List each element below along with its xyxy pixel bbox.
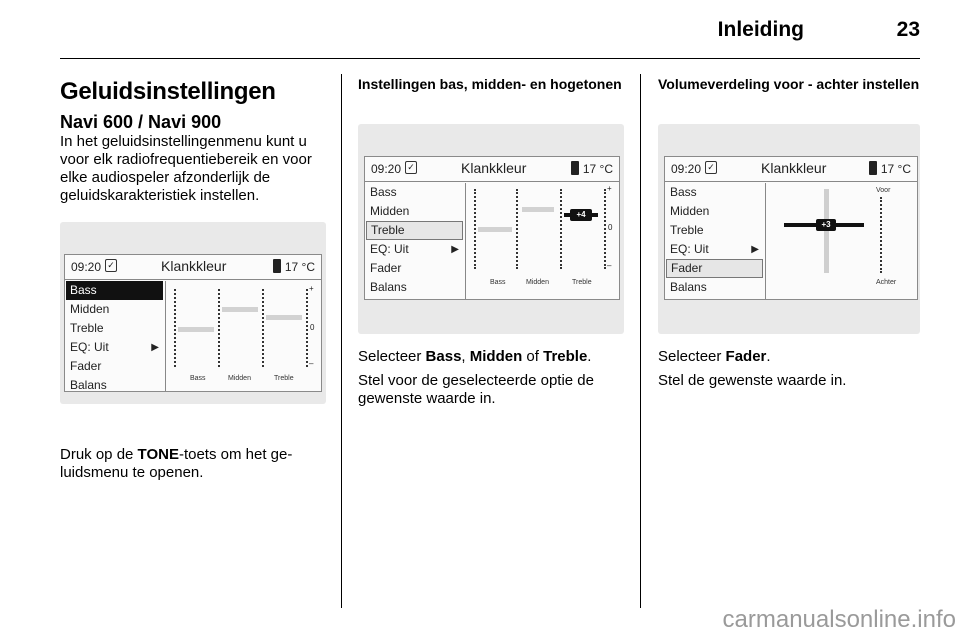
eq-mark-zero: 0: [310, 323, 315, 332]
instruction-post: -toets om het geluidsmenu te openen.: [60, 446, 293, 481]
menu-item-fader[interactable]: Fader: [370, 261, 402, 275]
menu-item-fader[interactable]: Fader: [666, 259, 763, 278]
fader-value-badge: +3: [816, 219, 836, 231]
eq-set-text: Stel voor de geselecteerde optie de gewenste waarde in.: [358, 372, 594, 407]
instruction-block: [60, 446, 326, 482]
menu-item-eq-label: EQ: Uit: [670, 242, 709, 256]
eq-track-bass[interactable]: [218, 289, 224, 367]
fader-instructions: [658, 348, 924, 390]
screen-title: Klankkleur: [461, 160, 527, 176]
fader-rear-label: Achter: [876, 279, 897, 286]
menu-item-midden[interactable]: Midden: [70, 302, 110, 316]
column-3: [658, 72, 924, 92]
fader-front-label: Voor: [876, 187, 891, 194]
column-2: [358, 72, 624, 92]
eq-track-bass[interactable]: [516, 189, 522, 269]
eq-mark-plus: +: [607, 184, 612, 193]
menu-item-balans[interactable]: Balans: [670, 280, 707, 294]
eq-label-bass: Bass: [190, 375, 206, 382]
column-1: [60, 72, 326, 205]
figure-sound-menu: [60, 222, 326, 404]
check-icon: ✓: [105, 259, 117, 272]
menu-item-treble[interactable]: Treble: [366, 221, 463, 240]
menu-item-bass[interactable]: Bass: [370, 185, 397, 199]
eq-panel: [166, 281, 321, 391]
screen-status-bar: [665, 157, 917, 182]
eq-track-midden[interactable]: [560, 189, 566, 269]
fader-set-text: Stel de gewenste waarde in.: [658, 372, 847, 389]
menu-item-balans[interactable]: Balans: [370, 280, 407, 294]
select-treble: Treble: [543, 348, 588, 365]
eq-mark-minus: –: [607, 261, 612, 270]
menu-item-fader[interactable]: Fader: [70, 359, 102, 373]
column-divider-1: [341, 74, 342, 608]
figure-treble-setting: [358, 124, 624, 334]
fader-vertical-bar: [824, 189, 829, 273]
select-pre: Selecteer: [358, 348, 426, 365]
figure-fader-setting: [658, 124, 920, 334]
fader-select-text: [658, 348, 924, 366]
header-rule: [60, 58, 920, 59]
menu-item-balans[interactable]: Balans: [70, 378, 107, 392]
menu-item-midden[interactable]: Midden: [370, 204, 410, 218]
eq-bar-bass: [478, 227, 512, 232]
eq-bar-midden: [522, 207, 554, 212]
eq-panel: [466, 183, 619, 299]
check-icon: ✓: [405, 161, 417, 174]
screen-temperature: 17 °C: [880, 162, 911, 176]
select-of: of: [522, 348, 544, 365]
screen-menu: [665, 183, 766, 299]
screen-2: [364, 156, 620, 300]
screen-time: 09:20: [671, 162, 702, 176]
arrow-right-icon: ▶: [751, 244, 759, 255]
select-bass: Bass: [425, 348, 462, 365]
eq-label-treble: Treble: [572, 279, 592, 286]
intro-text: In het geluidsinstellingenmenu kunt u voor elk radiofrequentiebereik en voor elke audiospeler afzonderlijk de geluidskarakteristiek instellen.: [60, 133, 312, 204]
select-fader: Fader: [725, 348, 767, 365]
eq-bar-treble: [266, 315, 302, 320]
eq-label-bass: Bass: [490, 279, 506, 286]
select-comma: ,: [461, 348, 470, 365]
page-header: [0, 18, 920, 48]
screen-menu: [65, 281, 166, 391]
thermometer-icon: [869, 161, 877, 175]
screen-time: 09:20: [71, 260, 102, 274]
menu-item-bass[interactable]: Bass: [670, 185, 697, 199]
chapter-title: Inleiding: [717, 18, 804, 41]
eq-label-midden: Midden: [228, 375, 251, 382]
eq-label-treble: Treble: [274, 375, 294, 382]
select-end: .: [587, 348, 592, 365]
menu-item-eq[interactable]: [66, 338, 163, 357]
menu-item-treble[interactable]: Treble: [70, 321, 104, 335]
eq-mark-plus: +: [309, 284, 314, 293]
screen-temperature: 17 °C: [284, 260, 315, 274]
heading-fader: Volumeverdeling voor - achter instellen: [658, 76, 920, 92]
select-end: .: [766, 348, 771, 365]
sub-title: Navi 600 / Navi 900: [60, 112, 222, 132]
eq-track-midden[interactable]: [262, 289, 268, 367]
eq-bar-bass: [178, 327, 214, 332]
menu-item-eq-label: EQ: Uit: [370, 242, 409, 256]
screen-3: [664, 156, 918, 300]
eq-label-midden: Midden: [526, 279, 549, 286]
screen-time: 09:20: [371, 162, 402, 176]
treble-value-badge: +4: [570, 209, 592, 221]
screen-title: Klankkleur: [761, 160, 827, 176]
heading-eq: Instellingen bas, midden- en hogetonen: [358, 76, 622, 92]
select-midden: Midden: [469, 348, 523, 365]
watermark: carmanualsonline.info: [722, 606, 956, 633]
eq-bar-midden: [222, 307, 258, 312]
eq-select-text: [358, 348, 624, 366]
thermometer-icon: [273, 259, 281, 273]
instruction-text: [60, 446, 326, 482]
screen-status-bar: [365, 157, 619, 182]
screen-status-bar: [65, 255, 321, 280]
menu-item-midden[interactable]: Midden: [670, 204, 710, 218]
eq-mark-minus: –: [309, 359, 314, 368]
screen-temperature: 17 °C: [582, 162, 613, 176]
column-divider-2: [640, 74, 641, 608]
arrow-right-icon: ▶: [151, 342, 159, 353]
tone-key: TONE: [137, 446, 179, 463]
check-icon: ✓: [705, 161, 717, 174]
eq-instructions: [358, 348, 624, 408]
menu-item-treble[interactable]: Treble: [670, 223, 704, 237]
select-pre: Selecteer: [658, 348, 726, 365]
fader-track[interactable]: [880, 197, 885, 273]
screen-menu: [365, 183, 466, 299]
thermometer-icon: [571, 161, 579, 175]
instruction-pre: Druk op de: [60, 446, 138, 463]
eq-mark-zero: 0: [608, 223, 613, 232]
fader-panel: [766, 183, 917, 299]
menu-item-bass[interactable]: Bass: [66, 281, 163, 300]
menu-item-eq-label: EQ: Uit: [70, 340, 109, 354]
arrow-right-icon: ▶: [451, 244, 459, 255]
menu-item-eq[interactable]: [666, 240, 763, 259]
page-number: 23: [896, 18, 920, 41]
menu-item-eq[interactable]: [366, 240, 463, 259]
screen-title: Klankkleur: [161, 258, 227, 274]
screen-1: [64, 254, 322, 392]
section-title: Geluidsinstellingen: [60, 78, 276, 105]
